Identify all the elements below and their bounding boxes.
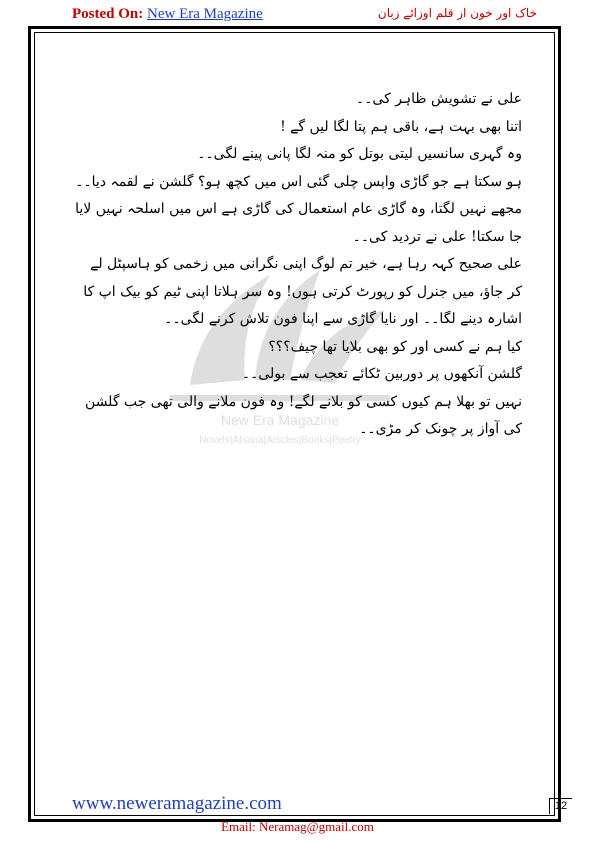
story-text xyxy=(72,86,522,444)
paragraph: علی نے تشویش ظاہر کی۔۔ xyxy=(356,91,522,107)
posted-on-label xyxy=(72,6,263,23)
page-number: 12 xyxy=(549,798,572,814)
paragraph: مجھے نہیں لگتا، وہ گاڑی عام استعمال کی گاڑی ہے اس میں اسلحہ نہیں لایا جا سکتا! علی نے تردید کی۔۔ xyxy=(75,201,522,245)
watermark-name: New Era Magazine xyxy=(220,412,340,428)
paragraph: گلشن آنکھوں پر دوربین ٹکائے تعجب سے بولی۔۔ xyxy=(241,366,522,382)
paragraph: کیا ہم نے کسی اور کو بھی بلایا تھا چیف؟؟؟ xyxy=(268,338,522,355)
website-link[interactable]: www.neweramagazine.com xyxy=(72,793,282,814)
paragraph: وہ گہری سانسیں لیتی بوتل کو منہ لگا پانی پینے لگی۔۔ xyxy=(197,146,522,162)
email-address: Email: Neramag@gmail.com xyxy=(221,819,374,834)
page-header xyxy=(72,4,537,26)
magazine-link[interactable]: New Era Magazine xyxy=(147,6,263,22)
paragraph: علی صحیح کہہ رہا ہے، خیر تم لوگ اپنی نگرانی میں زخمی کو ہاسپٹل لے کر جاؤ، میں جنرل کو رپورٹ کرتی ہوں! وہ سر ہلاتا اپنی ٹیم کو بیک اپ کا اشارہ دینے لگا۔۔ اور نایا گاڑی سے اپنا فون تلاش کرنے لگی۔۔ xyxy=(83,256,522,327)
posted-prefix: Posted On: xyxy=(72,6,147,22)
novel-title: خاک اور خون از قلم اوزائے زبان xyxy=(377,6,537,20)
paragraph: نہیں تو بھلا ہم کیوں کسی کو بلانے لگے! وہ فون ملانے والی تھی جب گلشن کی آواز پر چونک کر مڑی۔۔ xyxy=(85,393,522,437)
paragraph: ہو سکتا ہے جو گاڑی واپس چلی گئی اس میں کچھ ہو؟ گلشن نے لقمہ دیا۔۔ xyxy=(75,173,522,190)
watermark-categories: Novels|Afsana|Articles|Books|Poetry xyxy=(199,435,361,446)
paragraph: اتنا بھی بہت ہے، باقی ہم پتا لگا لیں گے ! xyxy=(280,118,522,135)
